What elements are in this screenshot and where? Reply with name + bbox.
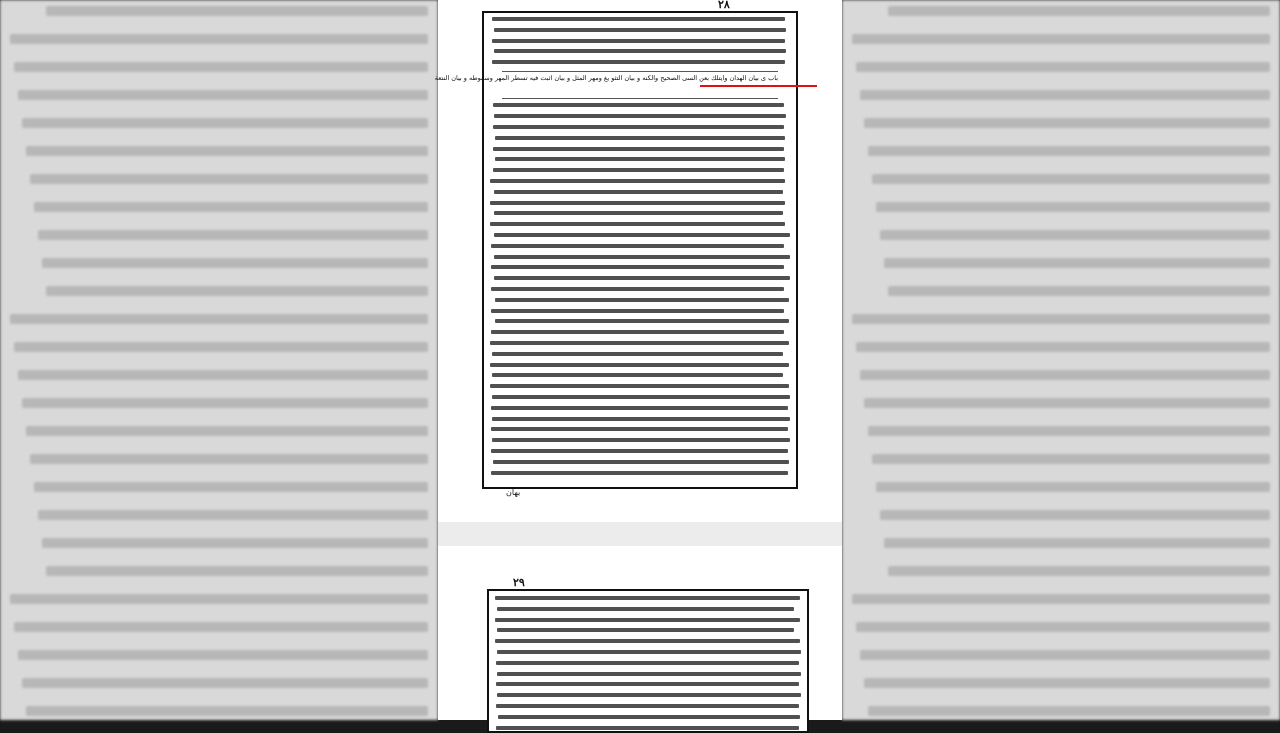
blurred-text-line (26, 146, 428, 156)
text-line (495, 157, 785, 161)
blurred-text-line (880, 510, 1270, 520)
blurred-text-line (22, 118, 428, 128)
blurred-text-line (868, 146, 1270, 156)
text-line (495, 298, 790, 302)
text-line (491, 287, 784, 291)
text-line (495, 618, 800, 622)
blurred-text-line (864, 118, 1270, 128)
text-line (491, 449, 788, 453)
blurred-text-line (852, 34, 1270, 44)
blurred-text-line (888, 6, 1270, 16)
blurred-text-line (888, 566, 1270, 576)
text-line (492, 17, 785, 21)
text-line (491, 427, 788, 431)
blurred-text-line (10, 594, 428, 604)
blurred-text-line (868, 706, 1270, 716)
text-line (496, 661, 800, 665)
text-line (493, 103, 784, 107)
text-line (490, 384, 788, 388)
text-line (492, 352, 784, 356)
blurred-text-line (14, 622, 428, 632)
text-line (492, 438, 789, 442)
text-line (490, 179, 785, 183)
text-line (491, 244, 785, 248)
text-line (491, 471, 788, 475)
document-viewer[interactable] (434, 0, 842, 720)
text-line (498, 715, 801, 719)
text-line (494, 190, 784, 194)
text-line (492, 417, 790, 421)
blurred-text-line (30, 174, 428, 184)
blurred-text-line (860, 370, 1270, 380)
section-heading: باب ى بيان الهدان وايتلك بعن السى الصحيح والكنه و بيان التثو يغ ومهر المثل و بيان اثبت فيه تسطر المهر وسقوطه و بيان النتعة (502, 71, 778, 99)
blurred-text-line (42, 538, 428, 548)
blurred-text-line (860, 90, 1270, 100)
blurred-text-line (46, 6, 428, 16)
text-line (497, 693, 800, 697)
text-line (490, 341, 789, 345)
text-line (493, 125, 784, 129)
blurred-text-line (14, 342, 428, 352)
blurred-text-line (14, 62, 428, 72)
text-line (494, 49, 786, 53)
blurred-background-right (842, 0, 1280, 720)
blurred-text-line (856, 622, 1270, 632)
page-number: ٢٩ (513, 576, 525, 589)
blurred-text-line (34, 202, 428, 212)
text-line (496, 726, 799, 730)
blurred-text-line (38, 230, 428, 240)
text-line (492, 395, 790, 399)
blurred-text-line (22, 398, 428, 408)
text-frame (487, 589, 809, 733)
catchword: بهان (506, 488, 521, 497)
blurred-text-line (864, 398, 1270, 408)
blurred-text-line (856, 62, 1270, 72)
text-line (493, 168, 783, 172)
text-line (497, 607, 795, 611)
blurred-text-line (34, 482, 428, 492)
text-line (490, 363, 789, 367)
blurred-text-line (26, 426, 428, 436)
blurred-text-line (38, 510, 428, 520)
text-line (493, 147, 784, 151)
text-line (496, 704, 799, 708)
text-line (491, 265, 784, 269)
blurred-text-line (10, 314, 428, 324)
blurred-text-line (884, 258, 1270, 268)
text-line (494, 28, 787, 32)
blurred-text-line (860, 650, 1270, 660)
text-line (491, 330, 783, 334)
blurred-text-line (884, 538, 1270, 548)
text-frame (434, 11, 798, 489)
blurred-background-left (0, 0, 438, 720)
blurred-text-line (864, 678, 1270, 688)
text-line (495, 639, 799, 643)
text-line (494, 211, 783, 215)
text-line (493, 460, 790, 464)
blurred-text-line (876, 482, 1270, 492)
text-line (497, 628, 794, 632)
blurred-text-line (888, 286, 1270, 296)
blurred-text-line (46, 566, 428, 576)
blurred-text-line (876, 202, 1270, 212)
text-line (497, 672, 801, 676)
text-line (495, 319, 789, 323)
blurred-text-line (18, 650, 428, 660)
text-line (490, 201, 785, 205)
blurred-text-line (880, 230, 1270, 240)
blurred-text-line (22, 678, 428, 688)
blurred-text-line (42, 258, 428, 268)
annotation-line (700, 85, 817, 87)
text-line (494, 114, 785, 118)
blurred-text-line (852, 594, 1270, 604)
text-line (495, 596, 800, 600)
blurred-text-line (46, 286, 428, 296)
blurred-text-line (872, 454, 1270, 464)
document-page-top (434, 0, 842, 522)
text-line (491, 309, 784, 313)
blurred-text-line (26, 706, 428, 716)
text-line (497, 650, 801, 654)
blurred-text-line (852, 314, 1270, 324)
text-line (494, 276, 789, 280)
blurred-text-line (868, 426, 1270, 436)
blurred-text-line (856, 342, 1270, 352)
text-line (495, 136, 786, 140)
page-number: ٢٨ (718, 0, 730, 11)
blurred-text-line (18, 90, 428, 100)
document-page-bottom (438, 546, 842, 720)
text-line (492, 373, 783, 377)
blurred-text-line (10, 34, 428, 44)
text-line (492, 39, 785, 43)
text-line (494, 255, 790, 259)
blurred-text-line (30, 454, 428, 464)
blurred-text-line (18, 370, 428, 380)
text-line (490, 222, 784, 226)
text-line (491, 406, 789, 410)
text-line (492, 60, 784, 64)
text-line (496, 682, 799, 686)
blurred-text-line (872, 174, 1270, 184)
text-line (494, 233, 790, 237)
